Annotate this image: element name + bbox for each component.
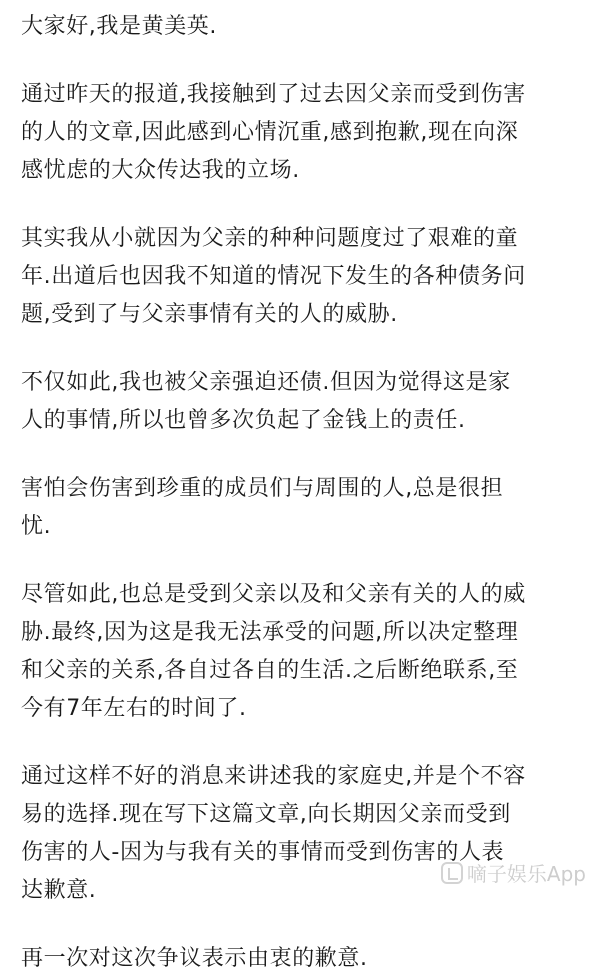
text-line: 忧.	[21, 514, 52, 539]
text-line: 不仅如此,我也被父亲强迫还债.但因为觉得这是家	[21, 370, 511, 395]
app-logo-icon	[441, 862, 463, 884]
text-line: 今有7年左右的时间了.	[21, 696, 247, 721]
text-line: 通过这样不好的消息来讲述我的家庭史,并是个不容	[21, 764, 526, 789]
paragraph-greeting	[21, 8, 591, 46]
text-line: 通过昨天的报道,我接触到了过去因父亲而受到伤害	[21, 82, 526, 107]
paragraph-apology	[21, 758, 591, 910]
text-line: 达歉意.	[21, 878, 97, 903]
text-line: 其实我从小就因为父亲的种种问题度过了艰难的童	[21, 226, 519, 251]
text-line: 易的选择.现在写下这篇文章,向长期因父亲而受到	[21, 802, 511, 827]
watermark	[441, 858, 586, 887]
paragraph-worry	[21, 470, 591, 546]
paragraph-separation	[21, 576, 591, 728]
text-line: 题,受到了与父亲事情有关的人的威胁.	[21, 302, 398, 327]
paragraph-childhood	[21, 220, 591, 334]
paragraph-closing	[21, 940, 591, 978]
text-line: 再一次对这次争议表示由衷的歉意.	[21, 946, 368, 971]
text-line: 害怕会伤害到珍重的成员们与周围的人,总是很担	[21, 476, 504, 501]
text-line: 伤害的人-因为与我有关的事情而受到伤害的人表	[21, 840, 505, 865]
text-line: 的人的文章,因此感到心情沉重,感到抱歉,现在向深	[21, 120, 519, 145]
text-line: 胁.最终,因为这是我无法承受的问题,所以决定整理	[21, 620, 519, 645]
text-line: 感忧虑的大众传达我的立场.	[21, 158, 300, 183]
watermark-text: 嘀子娱乐App	[466, 862, 586, 886]
text-line: 和父亲的关系,各自过各自的生活.之后断绝联系,至	[21, 658, 519, 683]
paragraph-intro	[21, 76, 591, 190]
text-line: 年.出道后也因我不知道的情况下发生的各种债务问	[21, 264, 526, 289]
text-line: 人的事情,所以也曾多次负起了金钱上的责任.	[21, 408, 466, 433]
text-line: 尽管如此,也总是受到父亲以及和父亲有关的人的威	[21, 582, 526, 607]
paragraph-debt	[21, 364, 591, 440]
statement-document	[21, 8, 591, 978]
text-line: 大家好,我是黄美英.	[21, 14, 217, 39]
